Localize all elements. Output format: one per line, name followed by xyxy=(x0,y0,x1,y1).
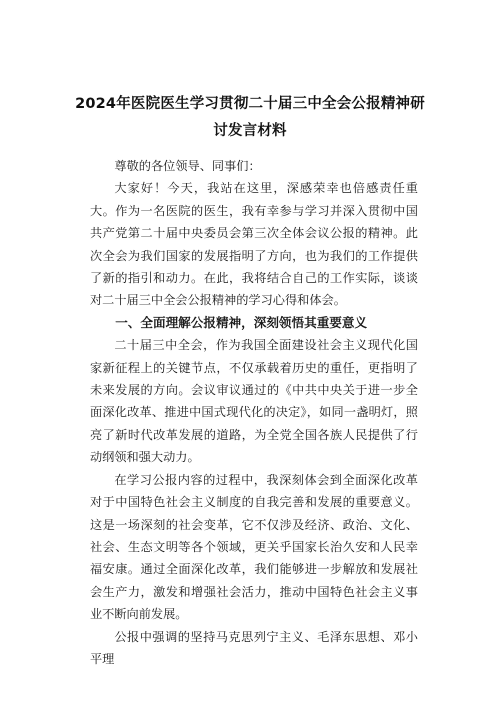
paragraph-continuation: 公报中强调的坚持马克思列宁主义、毛泽东思想、邓小平理 xyxy=(90,629,418,666)
paragraph-reform-meaning: 在学习公报内容的过程中，我深刻体会到全面深化改革对于中国特色社会主义制度的自我完善和发展的重要意义。这是一场深刻的社会变革，它不仅涉及经济、政治、文化、社会、生态文明等各个领域，更关乎国家长治久安和人民幸福安康。通过全面深化改革，我们能够进一步解放和发展社会生产力，激发和增强社会活力，推动中国特色社会主义事业不断向前发展。 xyxy=(90,472,418,622)
paragraph-plenum-significance: 二十届三中全会，作为我国全面建设社会主义现代化国家新征程上的关键节点，不仅承载着历史的重任，更指明了未来发展的方向。会议审议通过的《中共中央关于进一步全面深化改革、推进中国式现代化的决定》，如同一盏明灯，照亮了新时代改革发展的道路，为全党全国各族人民提供了行动纲领和强大动力。 xyxy=(90,338,418,465)
document-title-line-2: 讨发言材料 xyxy=(213,123,287,139)
section-heading-1: 一、全面理解公报精神，深刻领悟其重要意义 xyxy=(115,314,368,330)
document-body xyxy=(90,155,418,670)
document-title-line-1: 2024年医院医生学习贯彻二十届三中全会公报精神研 xyxy=(75,96,425,112)
salutation: 尊敬的各位领导、同事们： xyxy=(114,159,261,173)
paragraph-opening: 大家好！今天，我站在这里，深感荣幸也倍感责任重大。作为一名医院的医生，我有幸参与学习并深入贯彻中国共产党第二十届中央委员会第三次全体会议公报的精神。此次全会为我们国家的发展指明了方向，也为我们的工作提供了新的指引和动力。在此，我将结合自己的工作实际，谈谈对二十届三中全会公报精神的学习心得和体会。 xyxy=(90,181,418,308)
